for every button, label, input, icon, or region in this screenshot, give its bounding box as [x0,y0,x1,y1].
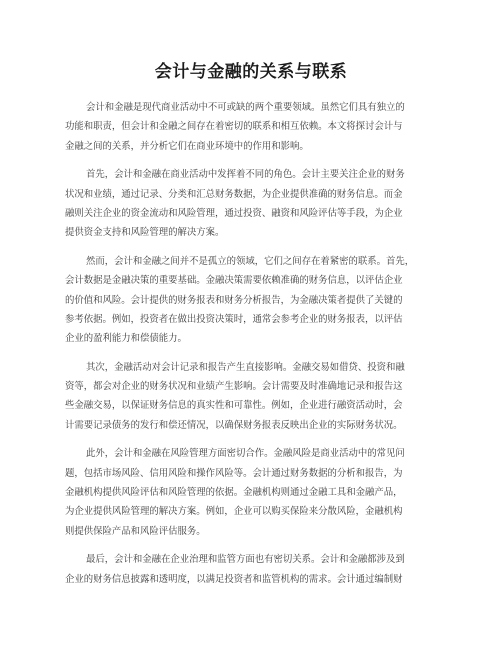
paragraph-line: 状况和业绩，通过记录、分类和汇总财务数据，为企业提供准确的财务信息。而金 [65,188,403,200]
paragraph-line: 企业的财务信息披露和透明度，以满足投资者和监管机构的需求。会计通过编制财 [65,573,403,585]
paragraph-line: 金融之间的关系，并分析它们在商业环境中的作用和影响。 [65,140,309,152]
paragraph-line: 计需要记录债务的发行和偿还情况，以确保财务报表反映出企业的实际财务状况。 [65,419,403,431]
paragraph-line: 会计和金融是现代商业活动中不可或缺的两个重要领域。虽然它们具有独立的 [86,102,405,113]
paragraph-line: 资等，都会对企业的财务状况和业绩产生影响。会计需要及时准确地记录和报告这 [65,381,403,393]
document-title: 会计与金融的关系与联系 [154,62,348,82]
paragraph-1 [65,98,437,156]
paragraph-line: 功能和职责，但会计和金融之间存在着密切的联系和相互依赖。本文将探讨会计与 [65,121,403,133]
paragraph-4 [65,358,437,436]
paragraph-line: 融则关注企业的资金流动和风险管理，通过投资、融资和风险评估等手段，为企业 [65,207,403,219]
paragraph-line: 则提供保险产品和风险评估服务。 [65,525,206,537]
paragraph-6 [65,550,437,589]
paragraph-line: 此外，会计和金融在风险管理方面密切合作。金融风险是商业活动中的常见问 [86,448,405,460]
paragraph-line: 金融机构提供风险评估和风险管理的依据。金融机构则通过金融工具和金融产品， [65,487,403,499]
paragraph-line: 提供资金支持和风险管理的解决方案。 [65,227,225,239]
paragraph-5 [65,444,437,541]
paragraph-3 [65,252,437,349]
paragraph-line: 题，包括市场风险、信用风险和操作风险等。会计通过财务数据的分析和报告，为 [65,467,403,479]
paragraph-line: 首先，会计和金融在商业活动中发挥着不同的角色。会计主要关注企业的财务 [86,169,405,181]
paragraph-line: 其次，金融活动对会计记录和报告产生直接影响。金融交易如借贷、投资和融 [86,361,405,373]
paragraph-line: 些金融交易，以保证财务信息的真实性和可靠性。例如，企业进行融资活动时，会 [65,400,403,412]
paragraph-2 [65,165,437,243]
paragraph-line: 会计数据是金融决策的重要基础。金融决策需要依赖准确的财务信息，以评估企业 [65,275,403,287]
document-body [65,98,437,598]
paragraph-line: 参考依据。例如，投资者在做出投资决策时，通常会参考企业的财务报表，以评估 [65,313,403,325]
paragraph-line: 最后，会计和金融在企业治理和监管方面也有密切关系。会计和金融都涉及到 [86,554,405,566]
paragraph-line: 为企业提供风险管理的解决方案。例如，企业可以购买保险来分散风险，金融机构 [65,506,403,518]
paragraph-line: 的价值和风险。会计提供的财务报表和财务分析报告，为金融决策者提供了关键的 [65,294,403,306]
paragraph-line: 然而，会计和金融之间并不是孤立的领域，它们之间存在着紧密的联系。首先， [86,255,415,267]
paragraph-line: 企业的盈利能力和偿债能力。 [65,333,187,345]
